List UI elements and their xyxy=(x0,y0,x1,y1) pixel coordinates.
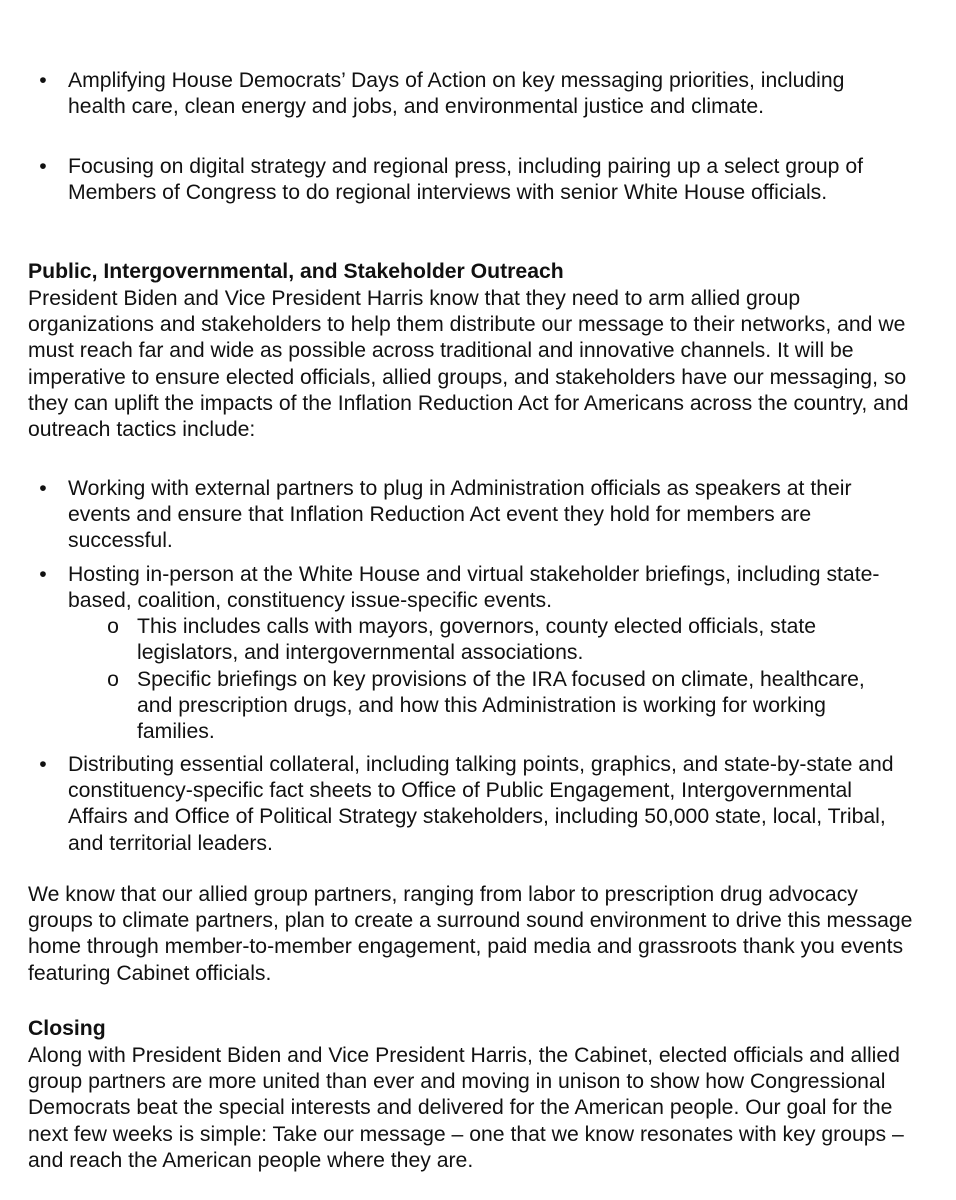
closing-paragraph: Along with President Biden and Vice President Harris, the Cabinet, elected officials and allied group partners are more united than ever and moving in unison to show how Congressional Democrats beat the special interests and delivered for the American people. Our goal for the next few weeks is simple: Take our message – one that we know resonates with key groups – and reach the American people where they are. xyxy=(28,1044,904,1172)
section-heading-closing: Closing xyxy=(28,1017,106,1040)
bullet-text: Distributing essential collateral, including talking points, graphics, and state-by-state and constituency-specific fact sheets to Office of Public Engagement, Intergovernmental Affairs and Office of Political Strategy stakeholders, including 50,000 state, local, Tribal, and territorial leaders. xyxy=(68,753,894,855)
bullet-text: Hosting in-person at the White House and virtual stakeholder briefings, including state-based, coalition, constituency issue-specific events. xyxy=(68,563,880,613)
outreach-intro-paragraph: President Biden and Vice President Harris know that they need to arm allied group organizations and stakeholders to help them distribute our message to their networks, and we must reach far and wide as possible across traditional and innovative channels. It will be imperative to ensure elected officials, allied groups, and stakeholders have our messaging, so they can uplift the impacts of the Inflation Reduction Act for Americans across the country, and outreach tactics include: xyxy=(28,287,909,442)
allied-partners-paragraph: We know that our allied group partners, ranging from labor to prescription drug advocacy groups to climate partners, plan to create a surround sound environment to drive this message home through member-to-member engagement, paid media and grassroots thank you events featuring Cabinet officials. xyxy=(28,883,913,985)
sub-bullet-icon: o xyxy=(107,668,119,691)
bullet-text: Focusing on digital strategy and regional press, including pairing up a select group of Members of Congress to do regional interviews with senior White House officials. xyxy=(68,155,864,205)
bullet-text: Amplifying House Democrats’ Days of Action on key messaging priorities, including health care, clean energy and jobs, and environmental justice and climate. xyxy=(68,69,845,119)
section-heading-outreach: Public, Intergovernmental, and Stakeholder Outreach xyxy=(28,260,564,283)
bullet-icon: • xyxy=(39,155,47,178)
bullet-text: Working with external partners to plug in Administration officials as speakers at their events and ensure that Inflation Reduction Act event they hold for members are successful. xyxy=(68,477,852,553)
sub-bullet-text: Specific briefings on key provisions of the IRA focused on climate, healthcare, and prescription drugs, and how this Administration is working for working families. xyxy=(137,668,865,744)
sub-bullet-text: This includes calls with mayors, governors, county elected officials, state legislators, and intergovernmental associations. xyxy=(137,615,817,665)
sub-bullet-icon: o xyxy=(107,615,119,638)
bullet-icon: • xyxy=(39,69,47,92)
bullet-icon: • xyxy=(39,477,47,500)
bullet-icon: • xyxy=(39,753,47,776)
bullet-icon: • xyxy=(39,563,47,586)
